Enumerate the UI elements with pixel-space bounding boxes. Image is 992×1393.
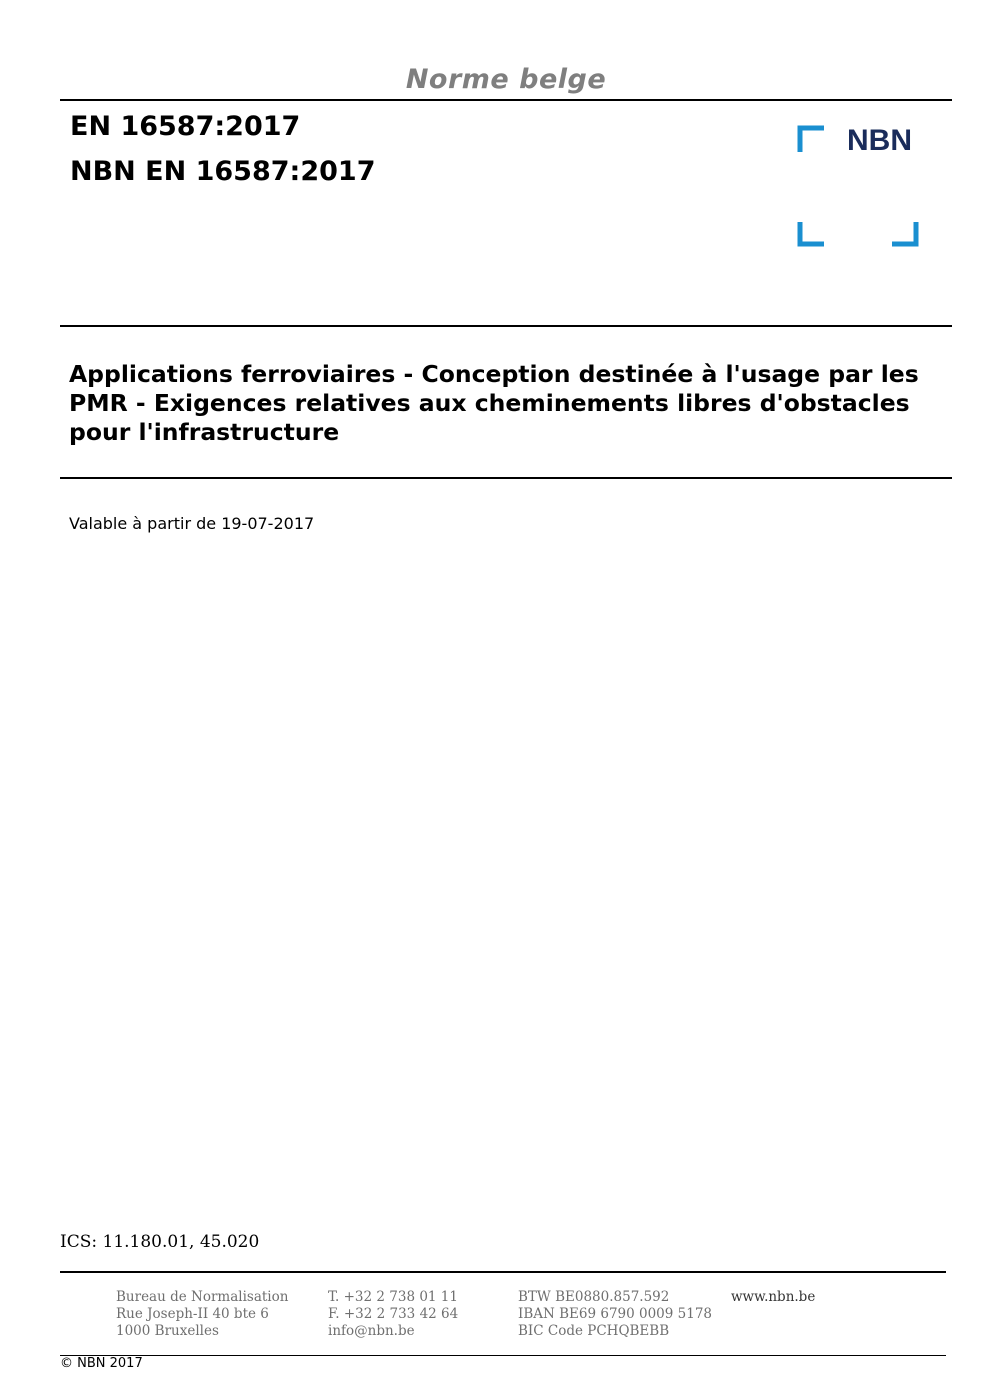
standard-number-nbn: NBN EN 16587:2017 xyxy=(70,156,376,187)
copyright: © NBN 2017 xyxy=(60,1356,143,1371)
logo-bracket-bottom-left xyxy=(800,222,824,244)
logo-text: NBN xyxy=(847,125,912,157)
title-line: PMR - Exigences relatives aux cheminements libres d'obstacles xyxy=(69,389,910,417)
address-line: Rue Joseph-II 40 bte 6 xyxy=(116,1306,269,1322)
logo-bracket-top-left xyxy=(800,128,824,152)
title-line: pour l'infrastructure xyxy=(69,418,340,446)
validity-date: Valable à partir de 19-07-2017 xyxy=(69,514,315,533)
footer-bank xyxy=(518,1289,712,1340)
document-title xyxy=(69,360,939,447)
address-line: 1000 Bruxelles xyxy=(116,1323,219,1339)
ics-codes: ICS: 11.180.01, 45.020 xyxy=(60,1232,260,1252)
title-line: Applications ferroviaires - Conception destinée à l'usage par les xyxy=(69,360,919,388)
logo-bracket-bottom-right xyxy=(892,222,916,244)
title-bottom-rule xyxy=(60,477,952,479)
iban-number: IBAN BE69 6790 0009 5178 xyxy=(518,1306,713,1322)
website-link[interactable]: www.nbn.be xyxy=(731,1289,816,1305)
fax-number: F. +32 2 733 42 64 xyxy=(328,1306,459,1322)
bic-code: BIC Code PCHQBEBB xyxy=(518,1323,670,1339)
footer-top-rule xyxy=(60,1271,946,1273)
footer-contact xyxy=(328,1289,458,1340)
standard-number-en: EN 16587:2017 xyxy=(70,111,301,142)
email-link[interactable]: info@nbn.be xyxy=(328,1323,415,1339)
document-category: Norme belge xyxy=(405,64,607,95)
nbn-logo xyxy=(797,125,919,247)
header-rule xyxy=(60,99,952,101)
address-line: Bureau de Normalisation xyxy=(116,1289,289,1305)
footer-address xyxy=(116,1289,288,1340)
phone-number: T. +32 2 738 01 11 xyxy=(328,1289,458,1305)
title-top-rule xyxy=(60,325,952,327)
vat-number: BTW BE0880.857.592 xyxy=(518,1289,670,1305)
footer-website xyxy=(731,1289,815,1306)
footer-bottom-rule xyxy=(60,1355,946,1356)
